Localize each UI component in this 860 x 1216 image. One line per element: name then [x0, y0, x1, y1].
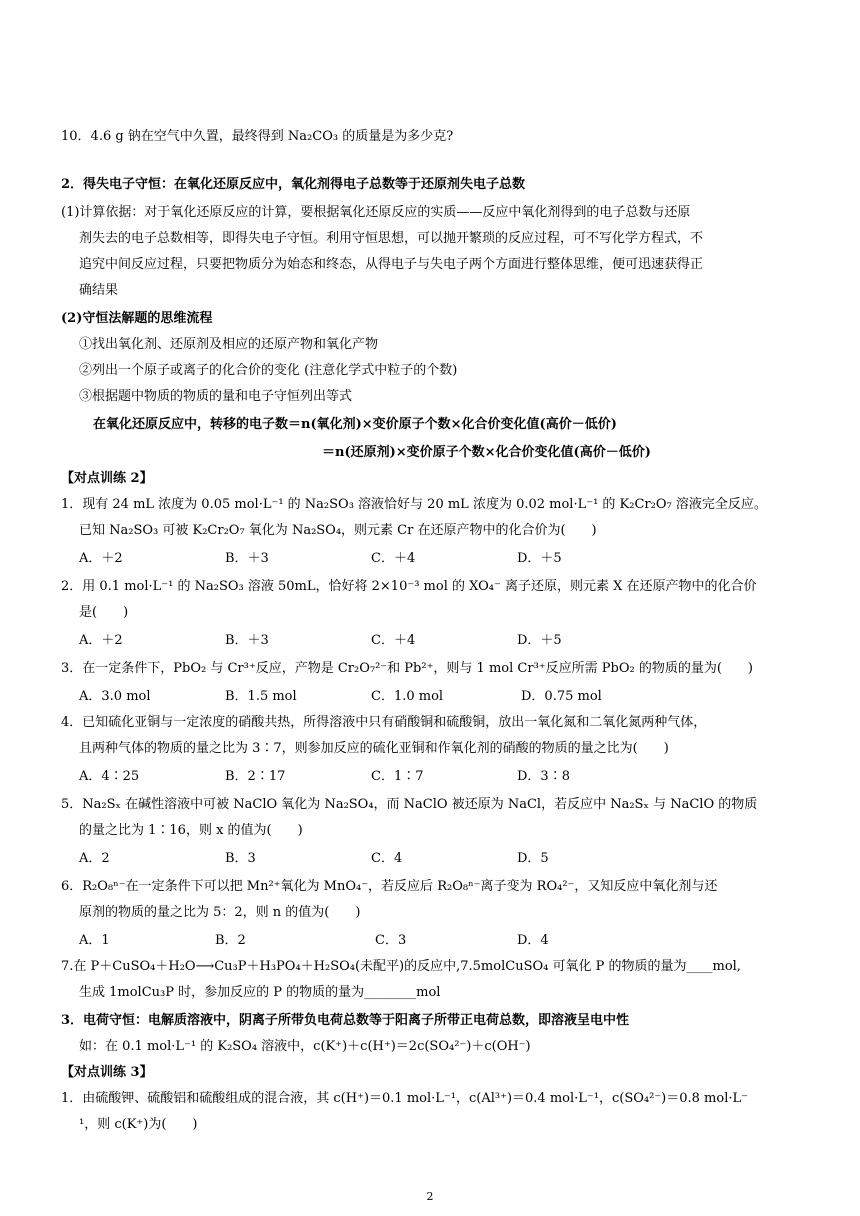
basis-line-1: (1)计算依据：对于氧化还原反应的计算，要根据氧化还原反应的实质——反应中氧化剂得到的电子总数与还原: [61, 205, 691, 220]
t2-q4-line-2: 且两种气体的物质的量之比为 3∶7，则参加反应的硫化亚铜和作氧化剂的硝酸的物质的量之比为( ): [79, 741, 669, 756]
t2-q6-line-1: 6．R₂O₈ⁿ⁻在一定条件下可以把 Mn²⁺氧化为 MnO₄⁻，若反应后 R₂O₈ⁿ⁻离子变为 RO₄²⁻，又知反应中氧化剂与还: [61, 879, 718, 894]
t3-q1-line-1: 1．由硫酸钾、硫酸铝和硫酸组成的混合液，其 c(H⁺)＝0.1 mol·L⁻¹，c(Al³⁺)＝0.4 mol·L⁻¹，c(SO₄²⁻)＝0.8 mol·L⁻: [61, 1091, 749, 1106]
flow-step-1: ①找出氧化剂、还原剂及相应的还原产物和氧化产物: [79, 337, 379, 352]
option-a: A．4∶25: [79, 769, 140, 784]
option-c: C．4: [371, 851, 403, 866]
t2-q2-line-2: 是( ): [79, 605, 129, 620]
option-c: C．1.0 mol: [371, 689, 444, 704]
option-b: B．＋3: [225, 633, 269, 648]
option-a: A．1: [79, 933, 110, 948]
t2-q7-line-2: 生成 1molCu₃P 时，参加反应的 P 的物质的量为________mol: [79, 985, 441, 1000]
option-b: B．2: [215, 933, 246, 948]
t2-q7-line-1: 7.在 P＋CuSO₄＋H₂O⟶Cu₃P＋H₃PO₄＋H₂SO₄(未配平)的反应中,7.5molCuSO₄ 可氧化 P 的物质的量为____mol,: [61, 959, 741, 974]
option-b: B．1.5 mol: [225, 689, 297, 704]
t2-q3-line-1: 3．在一定条件下，PbO₂ 与 Cr³⁺反应，产物是 Cr₂O₇²⁻和 Pb²⁺，则与 1 mol Cr³⁺反应所需 PbO₂ 的物质的量为( ): [61, 661, 753, 676]
t2-q6-line-2: 原剂的物质的量之比为 5：2，则 n 的值为( ): [79, 905, 361, 920]
option-d: D．5: [517, 851, 549, 866]
option-c: C．＋4: [371, 551, 416, 566]
flow-step-3: ③根据题中物质的物质的量和电子守恒列出等式: [79, 389, 353, 404]
t3-q1-line-2: ¹，则 c(K⁺)为( ): [79, 1117, 198, 1132]
option-d: D．0.75 mol: [521, 689, 602, 704]
t2-q5-line-1: 5．Na₂Sₓ 在碱性溶液中可被 NaClO 氧化为 Na₂SO₄，而 NaClO 被还原为 NaCl，若反应中 Na₂Sₓ 与 NaClO 的物质: [61, 797, 758, 812]
option-d: D．＋5: [517, 551, 562, 566]
option-a: A．2: [79, 851, 110, 866]
option-b: B．2∶17: [225, 769, 286, 784]
basis-line-2: 剂失去的电子总数相等，即得失电子守恒。利用守恒思想，可以抛开繁琐的反应过程，可不写化学方程式，不: [79, 231, 704, 246]
section-2-heading: 2．得失电子守恒：在氧化还原反应中，氧化剂得电子总数等于还原剂失电子总数: [61, 177, 526, 192]
page-number: 2: [426, 1190, 434, 1203]
equation-line-2: ＝n(还原剂)×变价原子个数×化合价变化值(高价－低价): [322, 445, 651, 460]
basis-line-4: 确结果: [79, 283, 119, 298]
question-10: 10．4.6 g 钠在空气中久置，最终得到 Na₂CO₃ 的质量是为多少克?: [61, 129, 454, 144]
flow-step-2: ②列出一个原子或离子的化合价的变化 (注意化学式中粒子的个数): [79, 363, 458, 378]
training-2-title: 【对点训练 2】: [61, 471, 153, 486]
flow-title: (2)守恒法解题的思维流程: [61, 311, 213, 326]
t2-q1-line-2: 已知 Na₂SO₃ 可被 K₂Cr₂O₇ 氧化为 Na₂SO₄，则元素 Cr 在还原产物中的化合价为( ): [79, 523, 597, 538]
option-a: A．＋2: [79, 633, 123, 648]
option-b: B．＋3: [225, 551, 269, 566]
option-c: C．1∶7: [371, 769, 424, 784]
equation-line-1: 在氧化还原反应中，转移的电子数＝n(氧化剂)×变价原子个数×化合价变化值(高价－低价): [93, 417, 617, 432]
t2-q5-line-2: 的量之比为 1∶16，则 x 的值为( ): [79, 823, 303, 838]
t2-q1-line-1: 1．现有 24 mL 浓度为 0.05 mol·L⁻¹ 的 Na₂SO₃ 溶液恰好与 20 mL 浓度为 0.02 mol·L⁻¹ 的 K₂Cr₂O₇ 溶液完全反应。: [61, 497, 767, 512]
basis-line-3: 追究中间反应过程，只要把物质分为始态和终态，从得电子与失电子两个方面进行整体思维，便可迅速获得正: [79, 257, 704, 272]
training-3-title: 【对点训练 3】: [61, 1065, 153, 1080]
option-d: D．＋5: [517, 633, 562, 648]
option-b: B．3: [225, 851, 256, 866]
option-d: D．3∶8: [517, 769, 570, 784]
t2-q4-line-1: 4．已知硫化亚铜与一定浓度的硝酸共热，所得溶液中只有硝酸铜和硫酸铜，放出一氧化氮和二氧化氮两种气体，: [61, 715, 707, 730]
option-a: A．3.0 mol: [79, 689, 151, 704]
option-c: C．3: [375, 933, 407, 948]
option-a: A．＋2: [79, 551, 123, 566]
section-3-example: 如：在 0.1 mol·L⁻¹ 的 K₂SO₄ 溶液中，c(K⁺)＋c(H⁺)＝2c(SO₄²⁻)＋c(OH⁻): [79, 1039, 531, 1054]
option-d: D．4: [517, 933, 549, 948]
section-3-heading: 3．电荷守恒：电解质溶液中，阴离子所带负电荷总数等于阳离子所带正电荷总数，即溶液呈电中性: [61, 1013, 630, 1028]
t2-q2-line-1: 2．用 0.1 mol·L⁻¹ 的 Na₂SO₃ 溶液 50mL，恰好将 2×10⁻³ mol 的 XO₄⁻ 离子还原，则元素 X 在还原产物中的化合价: [61, 579, 757, 594]
option-c: C．＋4: [371, 633, 416, 648]
